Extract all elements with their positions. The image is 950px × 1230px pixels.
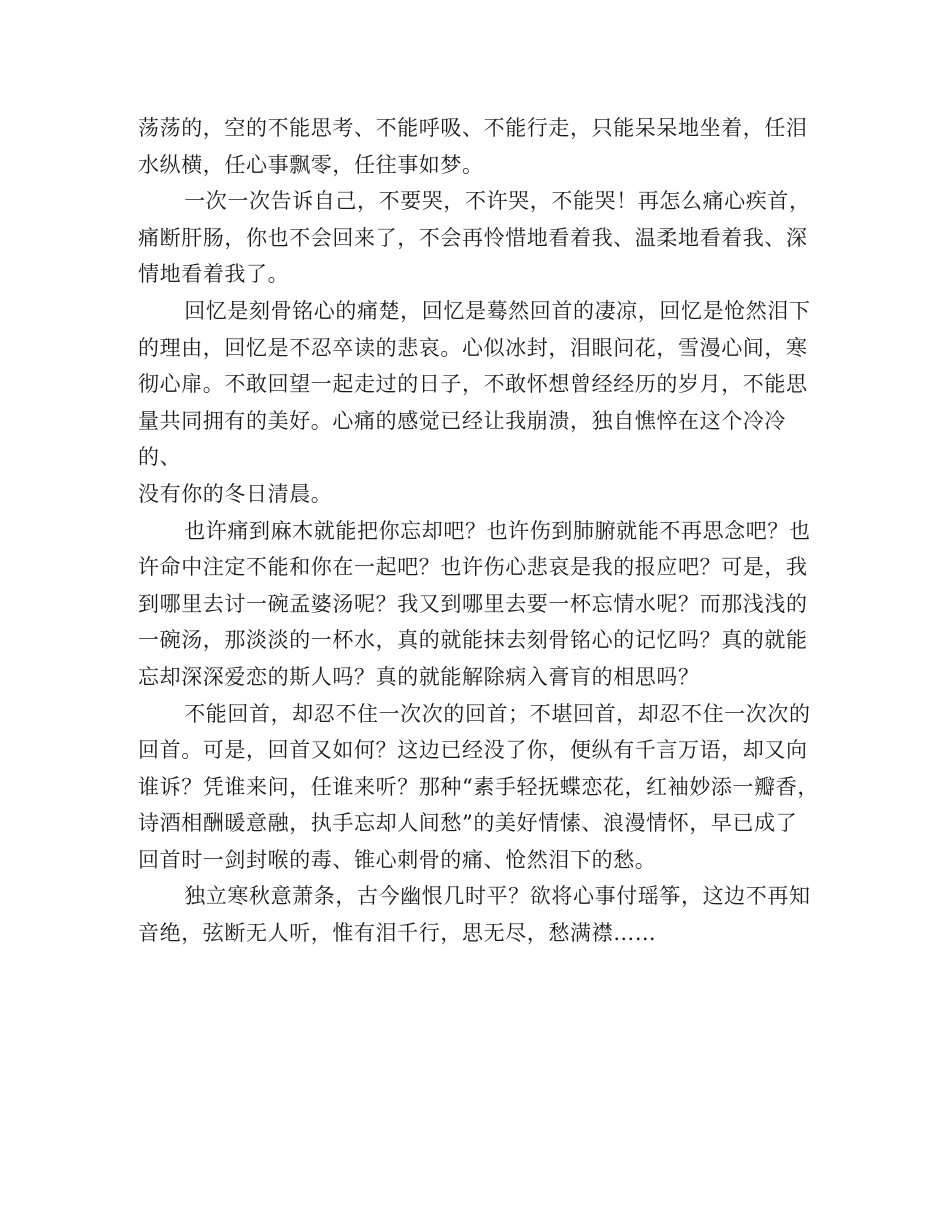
- paragraph-4: 也许痛到麻木就能把你忘却吧？也许伤到肺腑就能不再思念吧？也 许命中注定不能和你在一起吧？也许伤心悲哀是我的报应吧？可是，我 到哪里去讨一碗孟婆汤呢？我又到哪里去要一杯忘情水呢？而那浅浅的 一碗汤，那淡淡的一杯水，真的就能抹去刻骨铭心的记忆吗？真的就能 忘却深深爱恋的斯人吗？真的就能解除病入膏肓的相思吗？: [138, 518, 811, 689]
- paragraph-5: 不能回首，却忍不住一次次的回首；不堪回首，却忍不住一次次的 回首。可是，回首又如何？这边已经没了你，便纵有千言万语，却又向 谁诉？凭谁来问，任谁来听？那种“素手轻抚蝶恋花，红袖妙添一瓣香， 诗酒相酬暖意融，执手忘却人间愁”的美好情愫、浪漫情怀，早已成了 回首时一剑封喉的毒、锥心刺骨的痛、怆然泪下的愁。: [138, 701, 819, 872]
- document-body: [138, 110, 828, 952]
- paragraph-3: 回忆是刻骨铭心的痛楚，回忆是蓦然回首的凄凉，回忆是怆然泪下 的理由，回忆是不忍卒读的悲哀。心似冰封，泪眼问花，雪漫心间，寒 彻心扉。不敢回望一起走过的日子，不敢怀想曾经经历的岁月，不能思 量共同拥有的美好。心痛的感觉已经让我崩溃，独自憔悴在这个冷冷的、 没有你的冬日清晨。: [138, 298, 811, 506]
- paragraph-6: 独立寒秋意萧条，古今幽恨几时平？欲将心事付瑶筝，这边不再知 音绝，弦断无人听，惟有泪千行，思无尽，愁满襟……: [138, 884, 811, 946]
- paragraph-2: 一次一次告诉自己，不要哭，不许哭，不能哭！再怎么痛心疾首， 痛断肝肠，你也不会回来了，不会再怜惜地看着我、温柔地看着我、深 情地看着我了。: [138, 189, 811, 287]
- paragraph-1: 荡荡的，空的不能思考、不能呼吸、不能行走，只能呆呆地坐着，任泪 水纵横，任心事飘零，任往事如梦。: [138, 116, 808, 177]
